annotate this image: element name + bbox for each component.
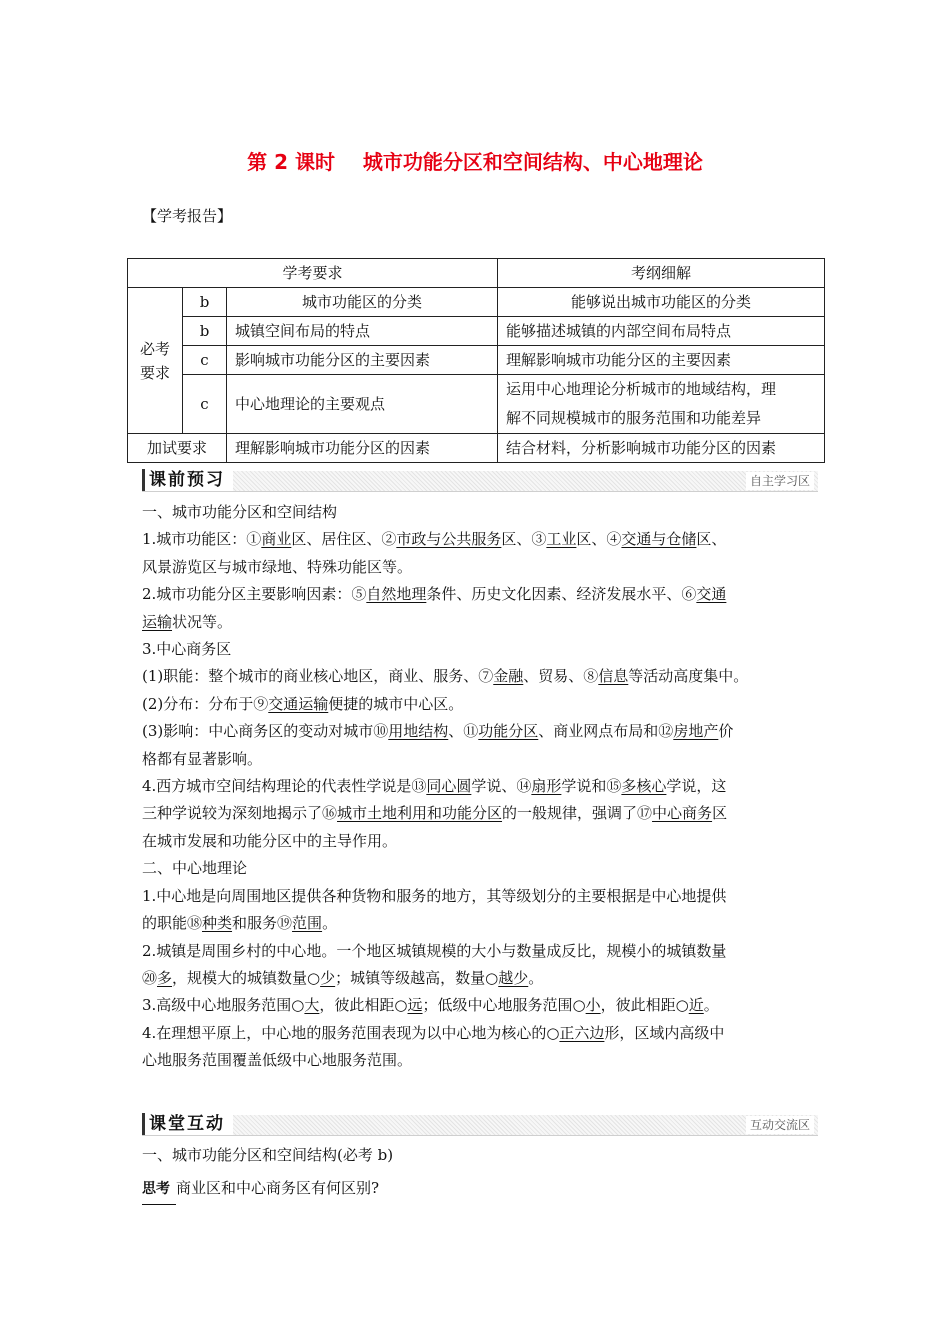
level-cell: c — [183, 346, 227, 375]
heading: 一、城市功能分区和空间结构(必考 b) — [142, 1146, 394, 1164]
report-label: 【学考报告】 — [142, 207, 233, 225]
heading: 3.中心商务区 — [142, 640, 232, 659]
table-header-row — [128, 259, 825, 288]
paragraph: 三种学说较为深刻地揭示了⑯城市土地利用和功能分区的一般规律，强调了⑰中心商务区 — [142, 804, 728, 823]
detail-line2: 解不同规模城市的服务范围和功能差异 — [506, 409, 762, 427]
page-title: 第 2 课时 城市功能分区和空间结构、中心地理论 — [247, 150, 703, 174]
paragraph: 风景游览区与城市绿地、特殊功能区等。 — [142, 557, 413, 576]
detail-cell: 结合材料，分析影响城市功能分区的因素 — [498, 434, 825, 463]
detail-cell: 理解影响城市功能分区的主要因素 — [498, 346, 825, 375]
section-right-label: 自主学习区 — [746, 472, 814, 490]
paragraph: ⑳多，规模大的城镇数量○少；城镇等级越高，数量○越少。 — [142, 968, 544, 987]
requirements-table — [127, 258, 825, 463]
paragraph: 心地服务范围覆盖低级中心地服务范围。 — [142, 1051, 413, 1070]
item-cell: 理解影响城市功能分区的因素 — [227, 434, 498, 463]
item-cell: 影响城市功能分区的主要因素 — [227, 346, 498, 375]
item-cell: 城镇空间布局的特点 — [227, 317, 498, 346]
detail-cell: 能够说出城市功能区的分类 — [498, 288, 825, 317]
paragraph: 在城市发展和功能分区中的主导作用。 — [142, 831, 398, 850]
paragraph: 1.中心地是向周围地区提供各种货物和服务的地方，其等级划分的主要根据是中心地提供 — [142, 886, 727, 905]
think-text: 商业区和中心商务区有何区别? — [176, 1179, 380, 1198]
paragraph: (1)职能：整个城市的商业核心地区，商业、服务、⑦金融、贸易、⑧信息等活动高度集中。 — [142, 667, 749, 686]
section-band-preview — [142, 471, 818, 492]
paragraph: 1.城市功能区：①商业区、居住区、②市政与公共服务区、③工业区、④交通与仓储区、 — [142, 530, 727, 549]
detail-cell: 能够描述城镇的内部空间布局特点 — [498, 317, 825, 346]
paragraph: 4.西方城市空间结构理论的代表性学说是⑬同心圆学说、⑭扇形学说和⑮多核心学说，这 — [142, 777, 727, 796]
section-band-inclass — [142, 1115, 818, 1136]
level-cell: b — [183, 288, 227, 317]
detail-line1: 运用中心地理论分析城市的地域结构，理 — [506, 380, 777, 398]
header-left: 学考要求 — [128, 259, 498, 288]
paragraph: (3)影响：中心商务区的变动对城市⑩用地结构、⑪功能分区、商业网点布局和⑫房地产价 — [142, 722, 734, 741]
heading: 二、中心地理论 — [142, 859, 248, 878]
group-label — [128, 288, 183, 434]
header-right: 考纲细解 — [498, 259, 825, 288]
group-label-line1: 必考 — [139, 339, 170, 358]
level-cell: c — [183, 375, 227, 434]
table-row — [128, 288, 825, 317]
preview-content — [142, 499, 818, 1075]
table-row — [128, 346, 825, 375]
section-label: 课前预习 — [142, 469, 233, 491]
table-row — [128, 434, 825, 463]
level-cell: b — [183, 317, 227, 346]
detail-cell — [498, 375, 825, 434]
heading: 一、城市功能分区和空间结构 — [142, 503, 338, 521]
table-row — [128, 375, 825, 434]
item-cell: 城市功能区的分类 — [227, 288, 498, 317]
section-right-label: 互动交流区 — [746, 1116, 814, 1134]
extra-label: 加试要求 — [128, 434, 227, 463]
group-label-line2: 要求 — [139, 363, 170, 382]
paragraph: 2.城市功能分区主要影响因素：⑤自然地理条件、历史文化因素、经济发展水平、⑥交通 — [142, 585, 727, 604]
think-tag: 思考 — [142, 1176, 176, 1204]
think-question — [142, 1175, 818, 1204]
paragraph: (2)分布：分布于⑨交通运输便捷的城市中心区。 — [142, 694, 464, 713]
paragraph: 3.高级中心地服务范围○大，彼此相距○远；低级中心地服务范围○小，彼此相距○近。 — [142, 996, 719, 1015]
item-cell: 中心地理论的主要观点 — [227, 375, 498, 434]
section-label: 课堂互动 — [142, 1113, 233, 1135]
table-row — [128, 317, 825, 346]
paragraph: 4.在理想平原上，中心地的服务范围表现为以中心地为核心的○正六边形，区域内高级中 — [142, 1023, 725, 1042]
paragraph: 2.城镇是周围乡村的中心地。一个地区城镇规模的大小与数量成反比，规模小的城镇数量 — [142, 941, 727, 960]
paragraph: 的职能⑱种类和服务⑲范围。 — [142, 914, 338, 933]
paragraph: 运输状况等。 — [142, 612, 233, 631]
paragraph: 格都有显著影响。 — [142, 749, 263, 768]
inclass-content — [142, 1142, 818, 1205]
